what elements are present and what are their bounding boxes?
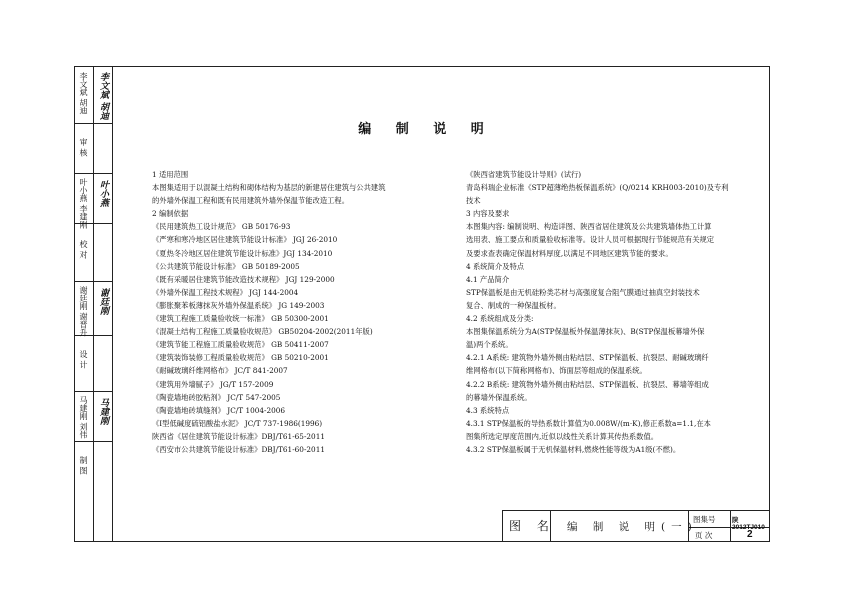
strip-signature-5: 谢廷刚: [98, 288, 108, 315]
title-block-label-page: 页 次: [695, 531, 713, 540]
left-column-line: 《陶瓷墙地砖填缝剂》 JC/T 1004-2006: [152, 405, 286, 415]
right-column-line: 复合、制成的一种保温板材。: [466, 300, 561, 310]
right-column-line: 青岛科瑞企业标准《STP超薄绝热板保温系统》(Q/0214 KRH003-2010)及专利: [466, 183, 729, 193]
left-column-line: 《西安市公共建筑节能设计标准》DBJ/T61-60-2011: [152, 444, 325, 454]
left-column-line: 《建筑节能工程施工质量验收规范》 GB 50411-2007: [152, 340, 329, 350]
title-block: [502, 510, 770, 542]
right-text-column: [466, 168, 729, 456]
left-column-line: 《公共建筑节能设计标准》 GB 50189-2005: [152, 261, 300, 271]
left-column-line: 《Ⅰ型低碱度硫铝酸盐水泥》 JC/T 737-1986(1996): [152, 418, 323, 428]
right-column-line: 温)两个系统。: [466, 340, 513, 350]
strip-signature-3: 叶小燕: [98, 180, 108, 207]
left-column-line: 《夏热冬冷地区居住建筑节能设计标准》JGJ 134-2010: [152, 248, 333, 258]
right-column-line: 4.2.2 B系统: 建筑物外墙外侧由粘结层、STP保温板、抗裂层、幕墙等组成: [466, 379, 709, 389]
left-column-line: 《陶瓷墙地砖胶粘剂》 JC/T 547-2005: [152, 392, 281, 402]
left-text-column: [152, 168, 386, 456]
right-column-line: 4 系统简介及特点: [466, 261, 525, 271]
right-column-line: 4.3.1 STP保温板的导热系数计算值为0.008W/(m·K),修正系数a=1.1,在本: [466, 418, 711, 428]
right-column-line: 选用表、施工要点和质量验收标准等。设计人员可根据现行节能规范有关规定: [466, 235, 715, 245]
strip-role-4: 校 对: [79, 240, 88, 259]
strip-role-3: 叶小燕 李建刚: [79, 178, 88, 229]
left-column-line: 《外墙外保温工程技术规程》 JGJ 144-2004: [152, 287, 299, 297]
right-column-line: 4.3.2 STP保温板属于无机保温材料,燃烧性能等级为A1级(不燃)。: [466, 444, 681, 454]
right-column-line: 的幕墙外保温系统。: [466, 392, 532, 402]
left-column-line: 2 编制依据: [152, 209, 189, 219]
left-column-line: 《建筑工程施工质量验收统一标准》 GB 50300-2001: [152, 314, 329, 324]
signature-strip: [74, 66, 113, 542]
strip-signature-1: 李文斌 胡迪: [98, 72, 108, 121]
left-column-line: 《民用建筑热工设计规范》 GB 50176-93: [152, 222, 291, 232]
right-column-line: 本图集内容: 编制说明、构造详图、陕西省居住建筑及公共建筑墙体热工计算: [466, 222, 712, 232]
right-column-line: 及要求查表确定保温材料厚度,以满足不同地区建筑节能的要求。: [466, 248, 673, 258]
right-column-line: 图集所选定厚度范围内,近似以线性关系计算其传热系数值。: [466, 431, 659, 441]
page-title: 编 制 说 明: [358, 122, 494, 137]
left-column-line: 《耐碱玻璃纤维网格布》 JC/T 841-2007: [152, 366, 288, 376]
left-column-line: 《混凝土结构工程施工质量验收规范》 GB50204-2002(2011年版): [152, 327, 373, 337]
right-column-line: 4.2 系统组成及分类:: [466, 314, 534, 324]
left-column-line: 《建筑装饰装修工程质量验收规范》 GB 50210-2001: [152, 353, 329, 363]
strip-role-8: 制 图: [79, 456, 88, 475]
right-column-line: 《陕西省建筑节能设计导则》(试行): [466, 170, 582, 179]
left-column-line: 《既有采暖居住建筑节能改造技术规程》 JGJ 129-2000: [152, 274, 335, 284]
title-block-label-atlas-number: 图集号: [693, 515, 716, 524]
left-column-line: 本图集适用于以混凝土结构和砌体结构为基层的新建居住建筑与公共建筑: [152, 183, 386, 193]
right-column-line: 维网格布(以下简称网格布)、饰面层等组成的保温系统。: [466, 366, 647, 376]
left-column-line: 1 适用范围: [152, 170, 189, 179]
atlas-number: 陕2012TJ010: [732, 517, 765, 531]
strip-role-7: 马建刚 刘伟: [79, 396, 88, 439]
right-column-line: 3 内容及要求: [466, 209, 510, 219]
left-column-line: 《膨胀聚苯板薄抹灰外墙外保温系统》 JG 149-2003: [152, 300, 325, 310]
left-column-line: 《建筑用外墙腻子》 JG/T 157-2009: [152, 379, 274, 389]
page-number: 2: [747, 529, 753, 540]
right-column-line: 4.2.1 A系统: 建筑物外墙外侧由粘结层、STP保温板、抗裂层、耐碱玻璃纤: [466, 353, 709, 363]
strip-role-6: 设 计: [79, 350, 88, 369]
right-column-line: 4.1 产品简介: [466, 274, 510, 284]
left-column-line: 的外墙外保温工程和既有民用建筑外墙外保温节能改造工程。: [152, 196, 350, 206]
left-column-line: 陕西省《居住建筑节能设计标准》DBJ/T61-65-2011: [152, 431, 325, 441]
title-block-label-drawing-name: 图 名: [509, 519, 555, 533]
drawing-name: 编 制 说 明(一): [567, 521, 698, 533]
strip-role-2: 审 核: [79, 138, 88, 157]
strip-signature-7: 马建刚: [98, 398, 108, 425]
right-column-line: STP保温板是由无机硅粉类芯材与高强度复合阻气膜通过抽真空封装技术: [466, 287, 700, 297]
right-column-line: 本图集保温系统分为A(STP保温板外保温薄抹灰)、B(STP保温板幕墙外保: [466, 327, 705, 337]
right-column-line: 技术: [466, 196, 481, 206]
strip-role-5: 谢廷刚 谢晋升: [79, 286, 88, 337]
strip-role-1: 李文斌 胡迪: [79, 72, 88, 115]
right-column-line: 4.3 系统特点: [466, 405, 510, 415]
left-column-line: 《严寒和寒冷地区居住建筑节能设计标准》 JGJ 26-2010: [152, 235, 338, 245]
